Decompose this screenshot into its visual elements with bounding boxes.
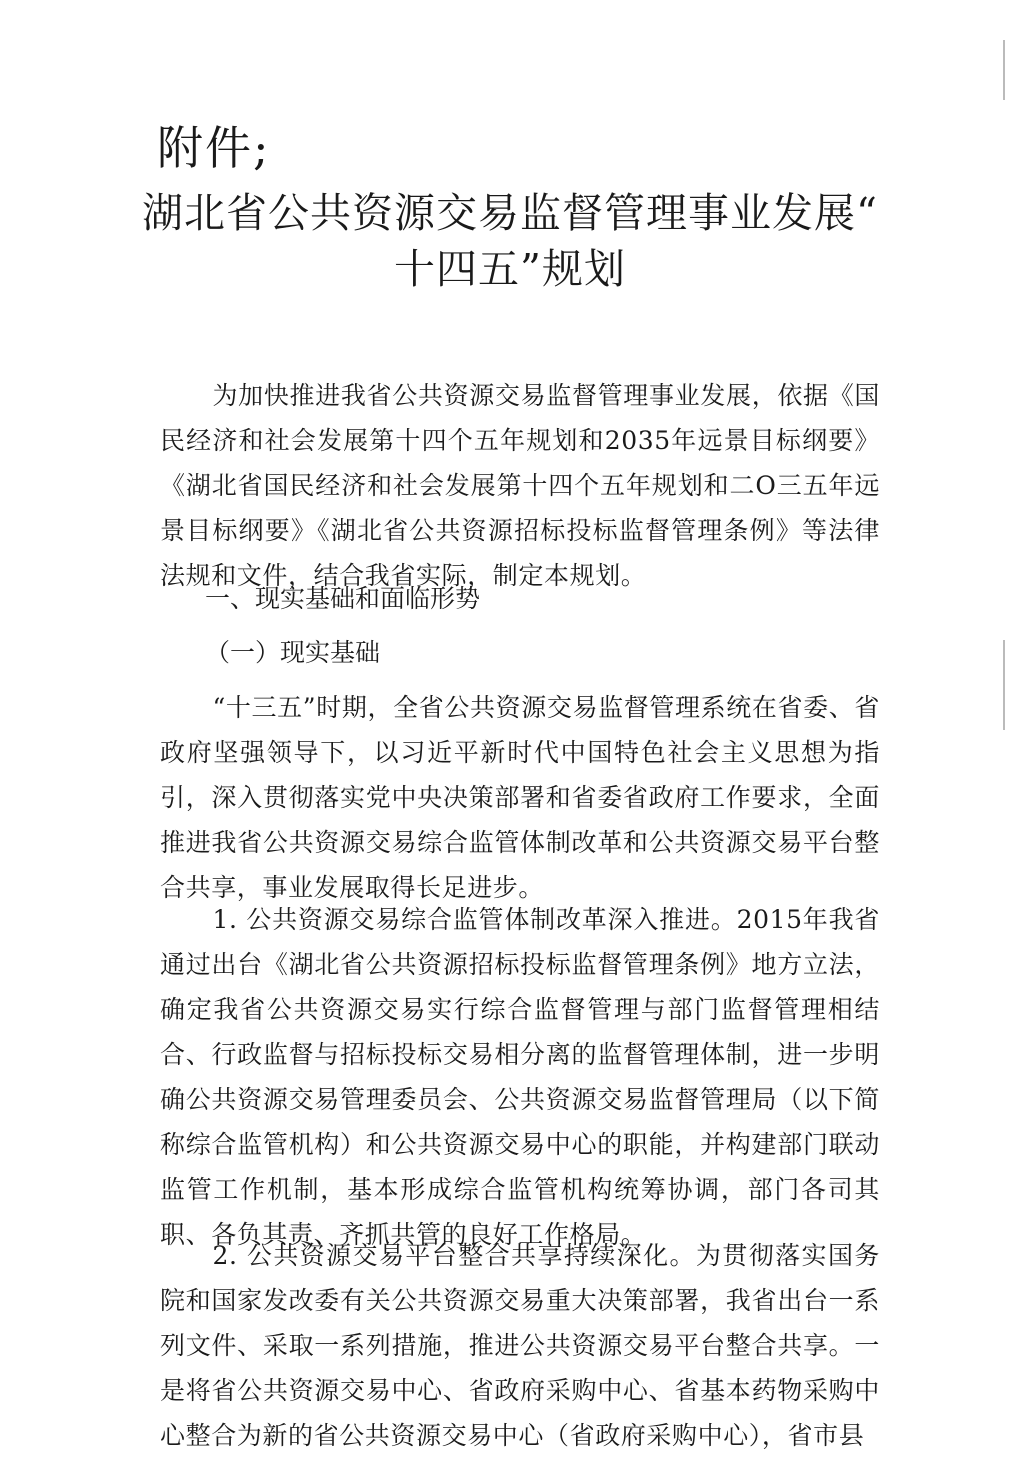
- document-title-line1: 湖北省公共资源交易监督管理事业发展“: [142, 189, 878, 237]
- document-title-line2: 十四五”规划: [394, 245, 626, 293]
- attachment-label: 附件;: [157, 121, 271, 175]
- paragraph-3-block: [160, 1233, 880, 1458]
- paragraph-3: 2. 公共资源交易平台整合共享持续深化。为贯彻落实国务院和国家发改委有关公共资源交易重大决策部署，我省出台一系列文件、采取一系列措施，推进公共资源交易平台整合共享。一是将省公共资源交易中心、省政府采购中心、省基本药物采购中心整合为新的省公共资源交易中心（省政府采购中心），省市县: [160, 1241, 880, 1450]
- paragraph-2-block: [160, 897, 880, 1257]
- section-heading: 一、现实基础和面临形势: [205, 584, 481, 613]
- subsection-heading: （一）现实基础: [205, 638, 381, 667]
- scan-edge-mark: [1003, 40, 1005, 100]
- paragraph-2: 1. 公共资源交易综合监管体制改革深入推进。2015年我省通过出台《湖北省公共资源招标投标监督管理条例》地方立法，确定我省公共资源交易实行综合监督管理与部门监督管理相结合、行政监督与招标投标交易相分离的监督管理体制，进一步明确公共资源交易管理委员会、公共资源交易监督管理局（以下简称综合监管机构）和公共资源交易中心的职能，并构建部门联动监管工作机制，基本形成综合监管机构统筹协调，部门各司其职、各负其责、齐抓共管的良好工作格局。: [160, 905, 880, 1249]
- intro-paragraph: 为加快推进我省公共资源交易监督管理事业发展，依据《国民经济和社会发展第十四个五年规划和2035年远景目标纲要》《湖北省国民经济和社会发展第十四个五年规划和二O三五年远景目标纲要》《湖北省公共资源招标投标监督管理条例》等法律法规和文件，结合我省实际，制定本规划。: [160, 381, 880, 590]
- paragraph-1-block: [160, 685, 880, 910]
- intro-block: [160, 373, 880, 598]
- scan-edge-mark: [1003, 640, 1005, 730]
- paragraph-1: “十三五”时期，全省公共资源交易监督管理系统在省委、省政府坚强领导下，以习近平新时代中国特色社会主义思想为指引，深入贯彻落实党中央决策部署和省委省政府工作要求，全面推进我省公共资源交易综合监管体制改革和公共资源交易平台整合共享，事业发展取得长足进步。: [160, 693, 880, 902]
